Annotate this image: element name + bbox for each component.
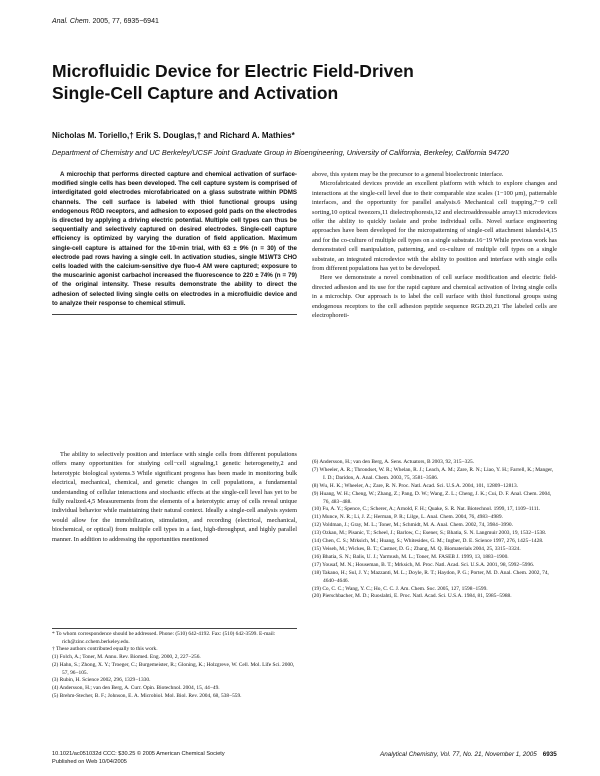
title-line-1: Microfluidic Device for Electric Field-Driven [52,61,414,81]
reference-item: (20) Pierschbacher, M. D.; Ruoslahti, E. Proc. Natl. Acad. Sci. U.S.A. 1984, 81, 5985−5988. [312,593,512,600]
published-date: Published on Web 10/04/2005 [52,758,127,765]
reference-item: (10) Fu, A. Y.; Spence, C.; Scherer, A.; Arnold, F. H.; Quake, S. R. Nat. Biotechnol. 1999, 17, 1109−1111. [312,506,541,513]
doi-line: 10.1021/ac051032d CCC: $30.25 © 2005 American Chemical Society [52,751,225,757]
reference-item: (17) Yousaf, M. N.; Houseman, B. T.; Mrksich, M. Proc. Natl. Acad. Sci. U.S.A. 2001, 98, 5992−5996. [312,561,535,568]
reference-list [312,459,557,601]
reference-item: (8) Wu, H. K.; Wheeler, A.; Zare, R. N. Proc. Natl. Acad. Sci. U.S.A. 2004, 101, 12809−12813. [312,482,519,489]
reference-item: (9) Huang, W. H.; Cheng, W.; Zhang, Z.; Pang, D. W.; Wang, Z. L.; Cheng, J. K.; Cui, D. F. Anal. Chem. 2004, 76, 483−488. [312,490,552,505]
footnote-item: (5) Brehm-Stecher, B. F.; Johnson, E. A. Microbiol. Mol. Biol. Rev. 2004, 68, 538−559. [52,692,242,699]
reference-item: (13) Ozkan, M.; Pisanic, T.; Scheel, J.; Barlow, C.; Esener, S.; Bhatia, S. N. Langmuir 2003, 19, 1532−1538. [312,530,547,537]
footnote-item: (3) Rubin, H. Science 2002, 296, 1329−1330. [52,677,151,684]
body-paragraph-2: Microfabricated devices provide an excellent platform with which to explore changes and interactions at the single-cell level due to their comparable size scales (1−100 μm), patternable interfaces, and the opportunity for parallel analysis.6 Mechanical cell trapping,7−9 cell sorting,10 optical tweezers,11 dielectrophoresis,12 and electroaddressable array13 microdevices offer the ability to quickly isolate and probe individual cells. Novel surface engineering approaches have been developed for the micropatterning of single-cell attachment islands14,15 and for the co-culture of multiple cell types on a single substrate.16−19 While previous work has demonstrated cell manipulation, patterning, and co-culture of multiple cell types on a single substrate, an integrated microdevice with the ability to position and interface with single cells from different populations has yet to be developed. [312,180,557,273]
reference-item: (18) Takano, H.; Sul, J. Y.; Mazzanti, M. L.; Doyle, R. T.; Haydon, P. G.; Porter, M. D. Anal. Chem. 2002, 74, 4640−4646. [312,569,549,584]
footnote-item: (4) Andersson, H.; van den Berg, A. Curr. Opin. Biotechnol. 2004, 15, 44−49. [52,684,220,691]
title-line-2: Single-Cell Capture and Activation [52,83,339,103]
footnote-item: † These authors contributed equally to this work. [52,646,158,653]
page-footer [380,751,556,758]
intro-paragraph-left: The ability to selectively position and interface with single cells from different populations offers many opportunities for studying cell−cell signaling,1 genetic heterogeneity,2 and heterotypic biological systems.3 While significant progress has been made in monitoring bulk electrical, mechanical, chemical, and genetic changes in cell populations, a fundamental understanding of cellular interactions and stochastic effects at the single-cell level has yet to be fully realized.4,5 Measurements from the elements of a heterotypic array of cells reveal unique individual behavior while maintaining their natural context. Ideally a single-cell analysis system would allow for the immobilization, stimulation, and recording (electrical, mechanical, biochemical, or optical) from multiple cell types in a fast, high-throughput, and highly parallel manner. In addition to addressing the opportunities mentioned [52,451,297,543]
page-number: 6935 [542,751,557,758]
publication-info [52,751,225,766]
abstract: A microchip that performs directed capture and chemical activation of surface-modified single cells has been developed. The cell capture system is comprised of interdigitated gold electrodes microfabricated on a glass substrate within PDMS channels. The cell surface is labeled with thiol functional groups using endogenous RGD receptors, and adhesion to exposed gold pads on the electrodes is directed by applying a driving electric potential. Multiple cell types can thus be sequentially and selectively captured on desired electrodes. Single-cell capture efficiency is optimized by varying the duration of field application. Maximum single-cell capture is attained for the 10-min trial, with 63 ± 9% (n = 30) of the electrode pad rows having a single cell. In activation studies, single M1WT3 CHO cells loaded with the calcium-sensitive dye fluo-4 AM were captured; exposure to the muscarinic agonist carbachol increased the fluorescence to 220 ± 74% (n = 79) of the original intensity. These results demonstrate the ability to direct the adhesion of selected living single cells on electrodes in a microfluidic device and to analyze their response to chemical stimuli. [52,170,297,315]
running-header [52,18,159,25]
reference-item: (16) Bhatia, S. N.; Balis, U. J.; Yarmush, M. L.; Toner, M. FASEB J. 1999, 13, 1883−1900. [312,553,509,560]
article-title [52,60,552,104]
reference-item: (7) Wheeler, A. R.; Throndset, W. R.; Whelan, R. J.; Leach, A. M.; Zare, R. N.; Liao, Y. H.; Farrell, K.; Manger, I. D.; Daridon, A. Anal. Chem. 2003, 75, 3581−3586. [312,466,554,481]
reference-item: (19) Co, C. C.; Wang, Y. C.; Ho, C. C. J. Am. Chem. Soc. 2005, 127, 1598−1599. [312,585,488,592]
reference-item: (11) Munce, N. R.; Li, J. Z.; Herman, P. R.; Lilge, L. Anal. Chem. 2004, 76, 4983−4989. [312,514,503,521]
journal-abbrev: Anal. Chem. [52,18,91,25]
journal-line: Analytical Chemistry, Vol. 77, No. 21, November 1, 2005 [380,751,537,758]
footnote-item: (2) Hahn, S.; Zhong, X. Y.; Troeger, C.; Burgemeister, R.; Gloning, K.; Holzgreve, W. Cell. Mol. Life Sci. 2000, 57, 96−105. [52,661,295,676]
affiliation: Department of Chemistry and UC Berkeley/UCSF Joint Graduate Group in Bioengineering, University of California, Berkeley, California 94720 [52,148,509,157]
footnote-item: (1) Folch, A.; Toner, M. Annu. Rev. Biomed. Eng. 2000, 2, 227−256. [52,654,201,661]
footnotes [52,628,297,700]
body-right-column [312,170,557,321]
body-paragraph-1: above, this system may be the precursor to a general bioelectronic interface. [312,171,504,178]
citation: 2005, 77, 6935−6941 [92,18,159,25]
reference-item: (12) Voldman, J.; Gray, M. L.; Toner, M.; Schmidt, M. A. Anal. Chem. 2002, 74, 3984−3990. [312,522,513,529]
reference-item: (15) Veiseh, M.; Wickes, B. T.; Castner, D. G.; Zhang, M. Q. Biomaterials 2004, 25, 3315−3324. [312,545,521,552]
reference-item: (6) Andersson, H.; van den Berg, A. Sens. Actuators, B 2003, 92, 315−325. [312,459,475,465]
footnote-item: * To whom correspondence should be addressed. Phone: (510) 642-4192. Fax: (510) 642-3599. E-mail: rich@zinc.cchem.berkeley.edu. [52,631,276,645]
reference-item: (14) Chen, C. S.; Mrksich, M.; Huang, S.; Whitesides, G. M.; Ingber, D. E. Science 1997, 276, 1425−1428. [312,538,544,545]
author-list: Nicholas M. Toriello,† Erik S. Douglas,† and Richard A. Mathies* [52,131,295,140]
body-paragraph-3: Here we demonstrate a novel combination of cell surface modification and electric field-directed adhesion and its use for the rapid capture and chemical activation of living single cells in a microchip. Our approach is to label the cell surface with thiol functional groups using endogenous receptors to the cell adhesion peptide sequence RGD.20,21 The labeled cells are electrophoreti- [312,274,557,320]
